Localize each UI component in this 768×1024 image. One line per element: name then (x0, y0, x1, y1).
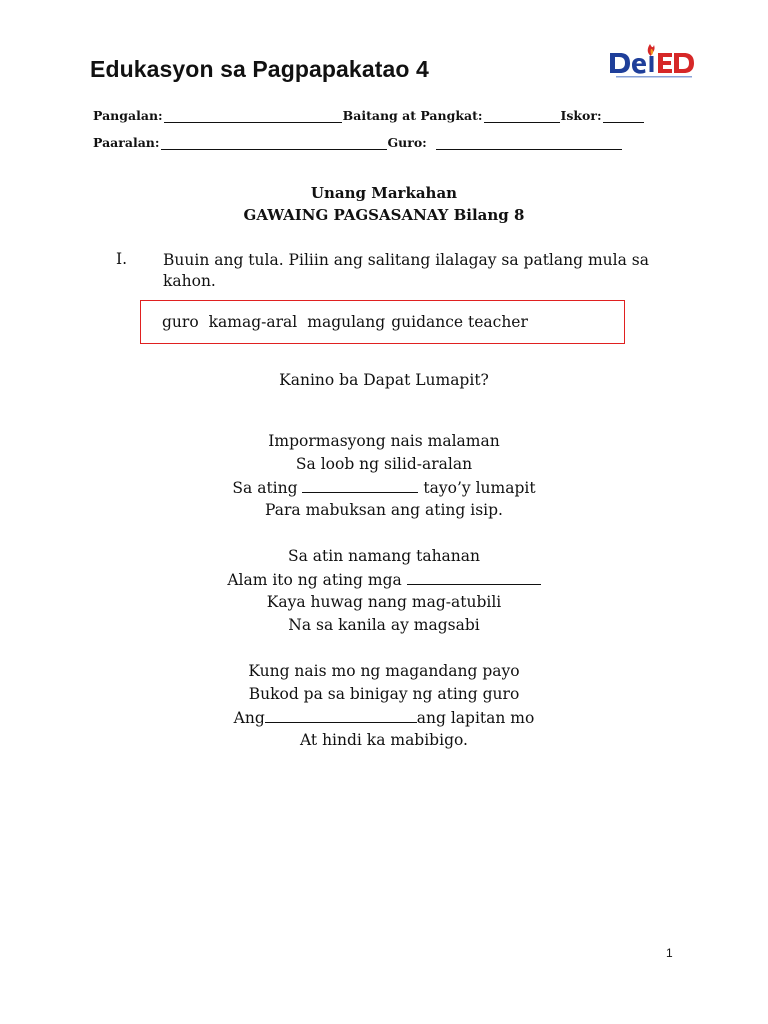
poem-line: Sa loob ng silid-aralan (295, 455, 473, 473)
form-row-2 (93, 135, 623, 150)
poem-line: Sa atin namang tahanan (287, 547, 481, 565)
poem-blank-1[interactable] (302, 478, 418, 493)
word-bank-item: kamag-aral (208, 313, 298, 331)
score-blank[interactable] (603, 110, 644, 123)
grade-blank[interactable] (484, 110, 560, 123)
instruction-text: Buuin ang tula. Piliin ang salitang ilalagay sa patlang mula sa kahon. (163, 251, 649, 290)
poem-line-with-blank (0, 708, 768, 727)
grade-label: Baitang at Pangkat: (342, 108, 483, 123)
score-label: Iskor: (560, 108, 602, 123)
word-bank-item: magulang (307, 313, 386, 331)
subject-title: Edukasyon sa Pagpapakatao 4 (90, 56, 429, 82)
poem-line: Na sa kanila ay magsabi (288, 616, 480, 634)
poem-line: At hindi ka mabibigo. (300, 731, 468, 749)
poem-blank-2[interactable] (407, 570, 541, 585)
poem-line-text: tayo’y lumapit (418, 479, 536, 497)
word-bank-item: guidance teacher (391, 313, 528, 331)
school-label: Paaralan: (93, 135, 160, 150)
deped-logo (606, 40, 702, 82)
poem-line: Kaya huwag nang mag-atubili (266, 593, 502, 611)
poem-title: Kanino ba Dapat Lumapit? (279, 371, 489, 389)
teacher-blank[interactable] (436, 137, 622, 150)
poem-line: Impormasyong nais malaman (268, 432, 500, 450)
deped-logo-graphic (606, 40, 702, 82)
poem-line: Para mabuksan ang ating isip. (265, 501, 503, 519)
poem-line-text: Ang (233, 709, 265, 727)
page-number: 1 (666, 946, 673, 960)
poem-line-with-blank (0, 478, 768, 497)
poem-line-text: Alam ito ng ating mga (227, 571, 407, 589)
quarter-heading: Unang Markahan (310, 184, 458, 202)
poem-blank-3[interactable] (265, 708, 417, 723)
word-bank-box (140, 300, 625, 344)
poem-line: Bukod pa sa binigay ng ating guro (248, 685, 520, 703)
name-label: Pangalan: (93, 108, 163, 123)
poem-line-text: ang lapitan mo (416, 709, 535, 727)
instruction-number: I. (116, 250, 128, 268)
school-blank[interactable] (161, 137, 387, 150)
poem-line: Kung nais mo ng magandang payo (248, 662, 520, 680)
form-row-1 (93, 108, 645, 123)
name-blank[interactable] (164, 110, 342, 123)
poem-line-text: Sa ating (232, 479, 303, 497)
activity-heading: GAWAING PAGSASANAY Bilang 8 (243, 206, 525, 224)
poem-line-with-blank (0, 570, 768, 589)
word-bank-item: guro (162, 313, 199, 331)
teacher-label: Guro: (387, 135, 427, 150)
